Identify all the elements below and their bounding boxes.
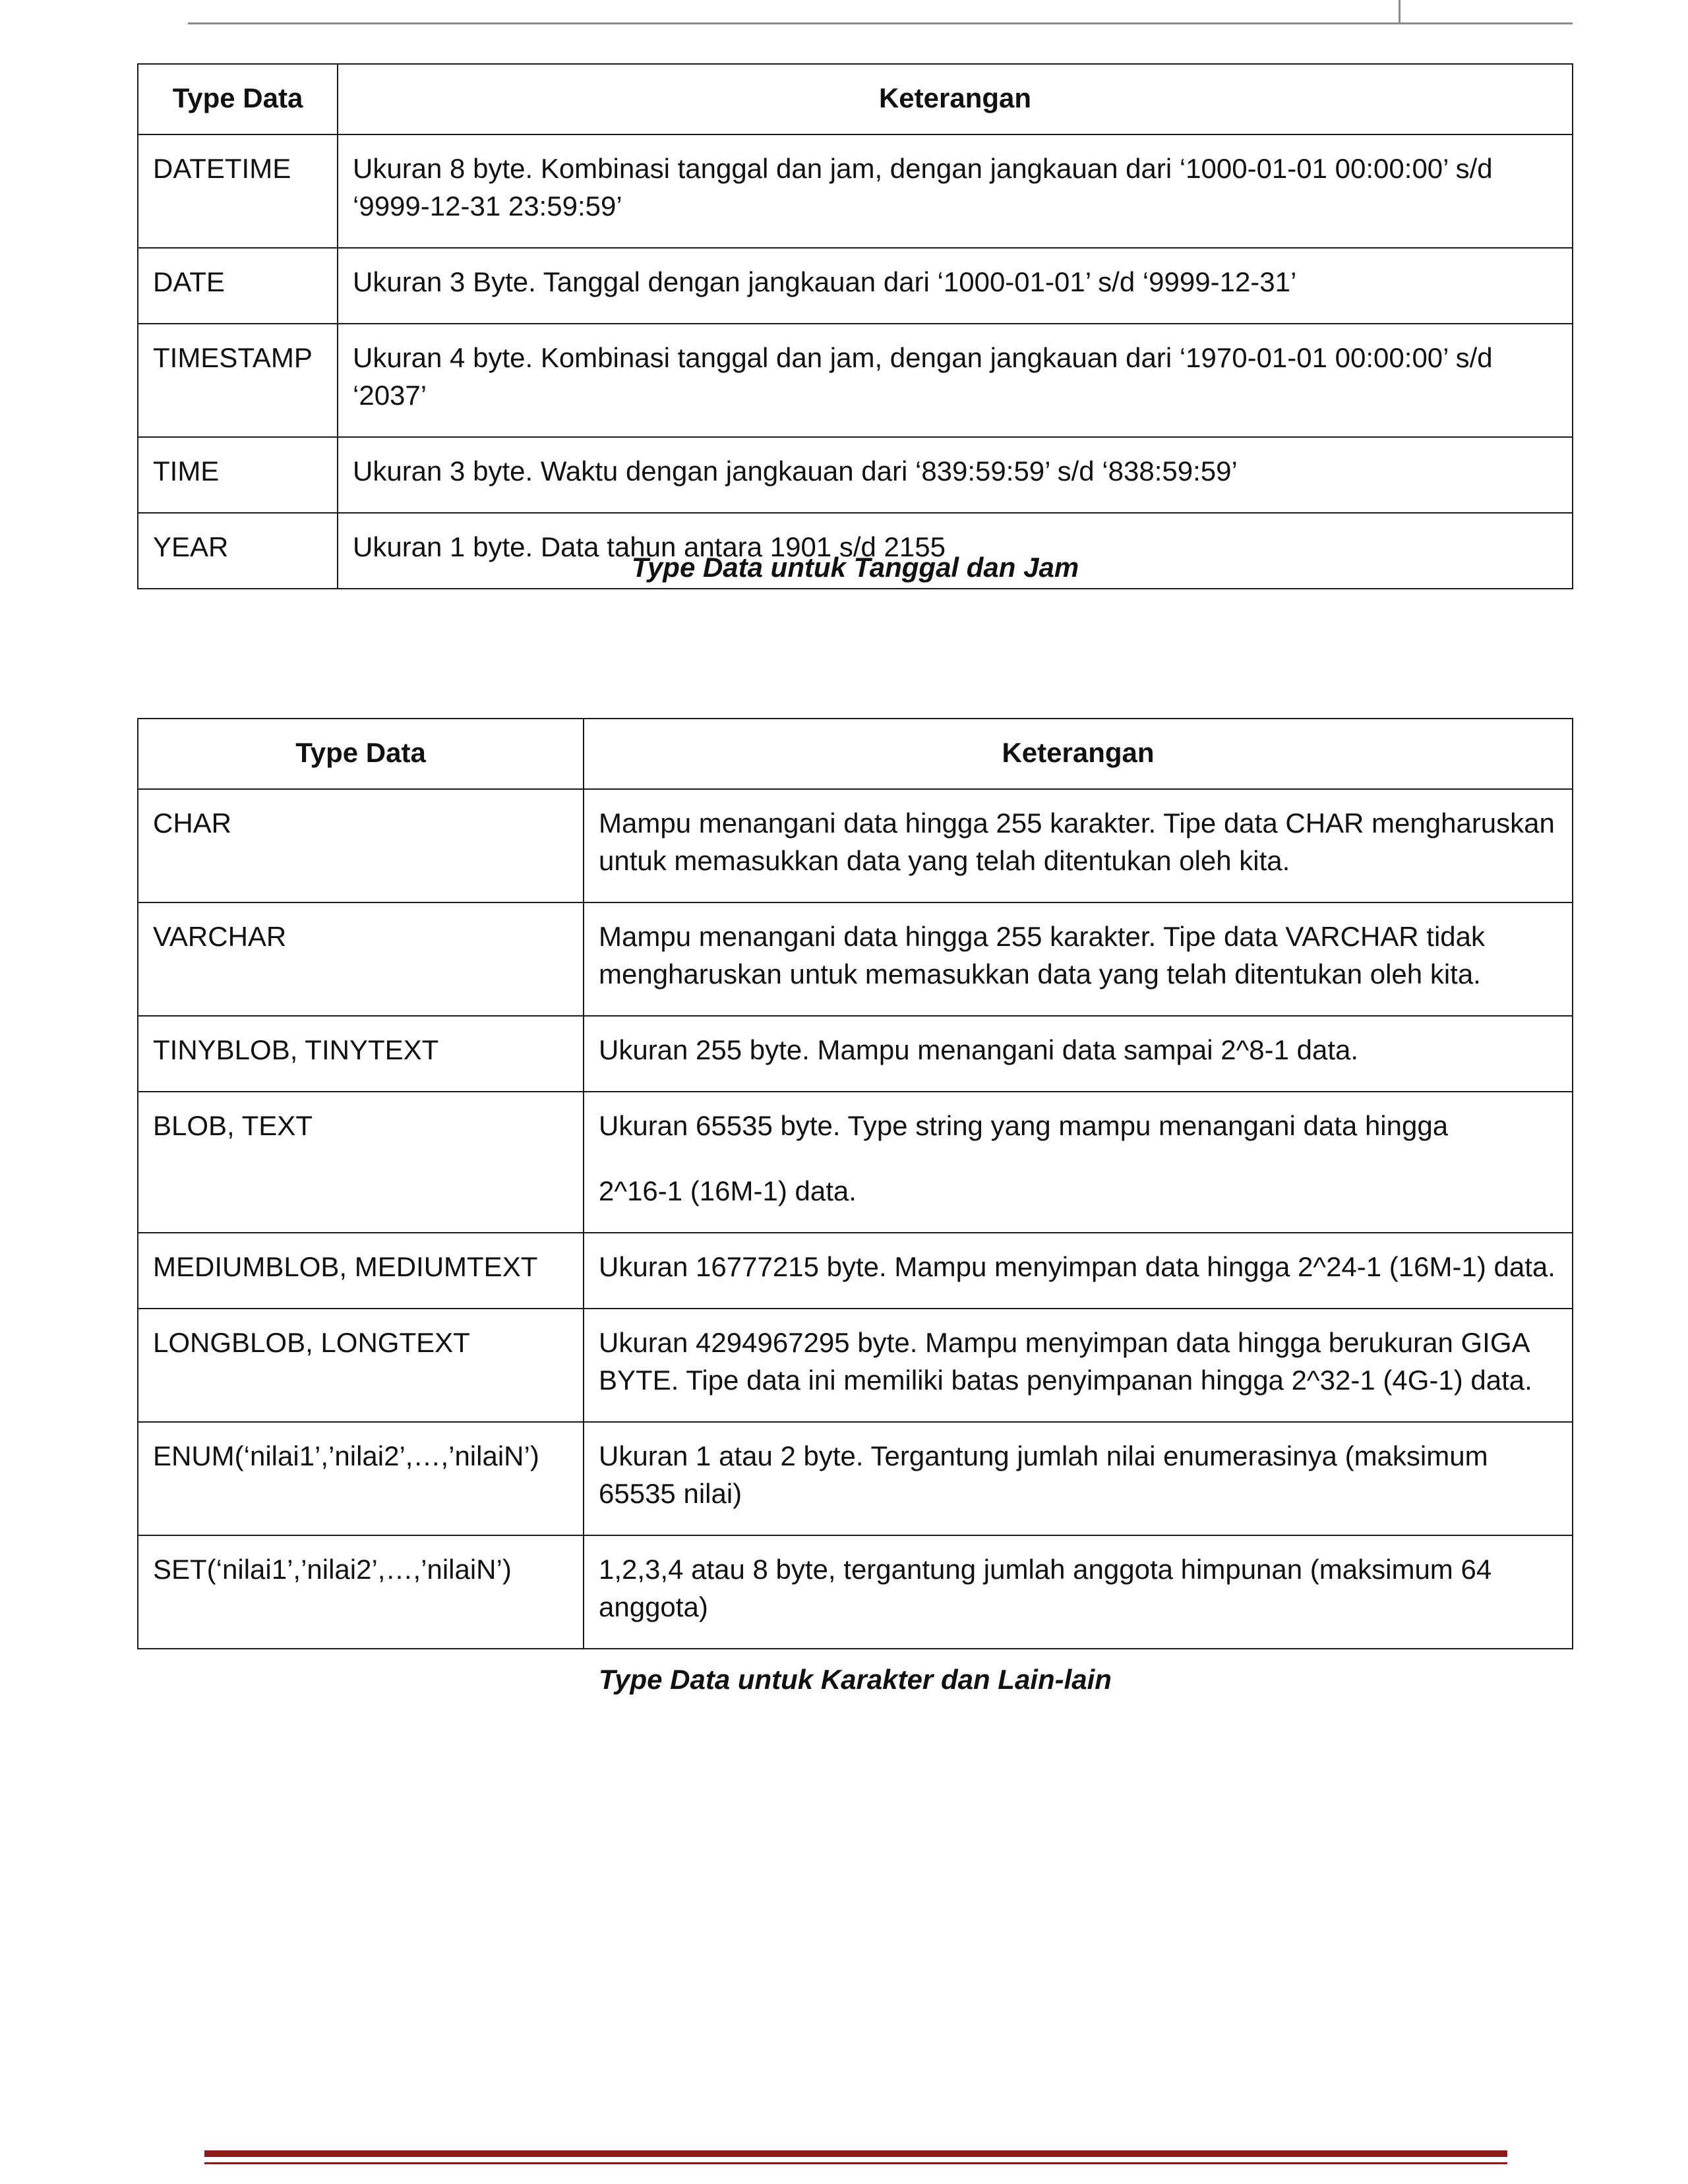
table-row (138, 248, 1573, 324)
table-caption-character: Type Data untuk Karakter dan Lain-lain (599, 1664, 1112, 1695)
table-row (138, 1016, 1573, 1092)
description-cell: Ukuran 8 byte. Kombinasi tanggal dan jam, dengan jangkauan dari ‘1000-01-01 00:00:00’ s/d ‘9999-12-31 23:59:59’ (338, 134, 1573, 248)
description-cell (584, 1092, 1573, 1233)
description-cell: Ukuran 16777215 byte. Mampu menyimpan data hingga 2^24-1 (16M-1) data. (584, 1233, 1573, 1309)
type-cell: TIME (138, 437, 338, 513)
description-cell: Ukuran 255 byte. Mampu menangani data sampai 2^8-1 data. (584, 1016, 1573, 1092)
type-cell: LONGBLOB, LONGTEXT (138, 1309, 584, 1422)
table-header-row (138, 719, 1573, 789)
table-row (138, 789, 1573, 902)
description-line: 2^16-1 (16M-1) data. (599, 1175, 857, 1206)
table-row (138, 1233, 1573, 1309)
table-row (138, 437, 1573, 513)
description-cell: Mampu menangani data hingga 255 karakter. Tipe data CHAR mengharuskan untuk memasukkan data yang telah ditentukan oleh kita. (584, 789, 1573, 902)
footer-rule (204, 2150, 1507, 2157)
type-cell: YEAR (138, 513, 338, 589)
type-cell: MEDIUMBLOB, MEDIUMTEXT (138, 1233, 584, 1309)
type-cell: TIMESTAMP (138, 324, 338, 437)
character-types-table (137, 718, 1573, 1649)
description-cell: 1,2,3,4 atau 8 byte, tergantung jumlah anggota himpunan (maksimum 64 anggota) (584, 1535, 1573, 1649)
table-caption-datetime: Type Data untuk Tanggal dan Jam (631, 552, 1079, 583)
type-cell: ENUM(‘nilai1’,’nilai2’,…,’nilaiN’) (138, 1422, 584, 1535)
description-cell: Ukuran 3 byte. Waktu dengan jangkauan dari ‘839:59:59’ s/d ‘838:59:59’ (338, 437, 1573, 513)
type-cell: SET(‘nilai1’,’nilai2’,…,’nilaiN’) (138, 1535, 584, 1649)
column-header-description: Keterangan (338, 64, 1573, 134)
table-row (138, 134, 1573, 248)
type-cell: BLOB, TEXT (138, 1092, 584, 1233)
column-header-type: Type Data (138, 719, 584, 789)
column-header-description: Keterangan (584, 719, 1573, 789)
table-row (138, 1092, 1573, 1233)
header-rule (188, 22, 1573, 24)
type-cell: TINYBLOB, TINYTEXT (138, 1016, 584, 1092)
header-rule-tick (1399, 0, 1401, 24)
table-row (138, 1535, 1573, 1649)
description-cell: Ukuran 3 Byte. Tanggal dengan jangkauan dari ‘1000-01-01’ s/d ‘9999-12-31’ (338, 248, 1573, 324)
description-line: Ukuran 65535 byte. Type string yang mampu menangani data hingga (599, 1110, 1449, 1141)
description-cell: Ukuran 4 byte. Kombinasi tanggal dan jam, dengan jangkauan dari ‘1970-01-01 00:00:00’ s/d ‘2037’ (338, 324, 1573, 437)
datetime-types-table (137, 63, 1573, 589)
description-cell: Ukuran 4294967295 byte. Mampu menyimpan data hingga berukuran GIGA BYTE. Tipe data ini memiliki batas penyimpanan hingga 2^32-1 (4G-1) data. (584, 1309, 1573, 1422)
type-cell: DATE (138, 248, 338, 324)
line-spacer (599, 1144, 1557, 1172)
type-cell: CHAR (138, 789, 584, 902)
description-cell: Ukuran 1 byte. Data tahun antara 1901 s/d 2155 (338, 513, 1573, 589)
description-cell: Ukuran 1 atau 2 byte. Tergantung jumlah nilai enumerasinya (maksimum 65535 nilai) (584, 1422, 1573, 1535)
type-cell: VARCHAR (138, 902, 584, 1016)
table-header-row (138, 64, 1573, 134)
column-header-type: Type Data (138, 64, 338, 134)
description-cell: Mampu menangani data hingga 255 karakter. Tipe data VARCHAR tidak mengharuskan untuk memasukkan data yang telah ditentukan oleh kita. (584, 902, 1573, 1016)
table-row (138, 324, 1573, 437)
table-row (138, 1422, 1573, 1535)
footer-rule-thin (204, 2162, 1507, 2164)
table-row (138, 902, 1573, 1016)
table-row (138, 1309, 1573, 1422)
type-cell: DATETIME (138, 134, 338, 248)
